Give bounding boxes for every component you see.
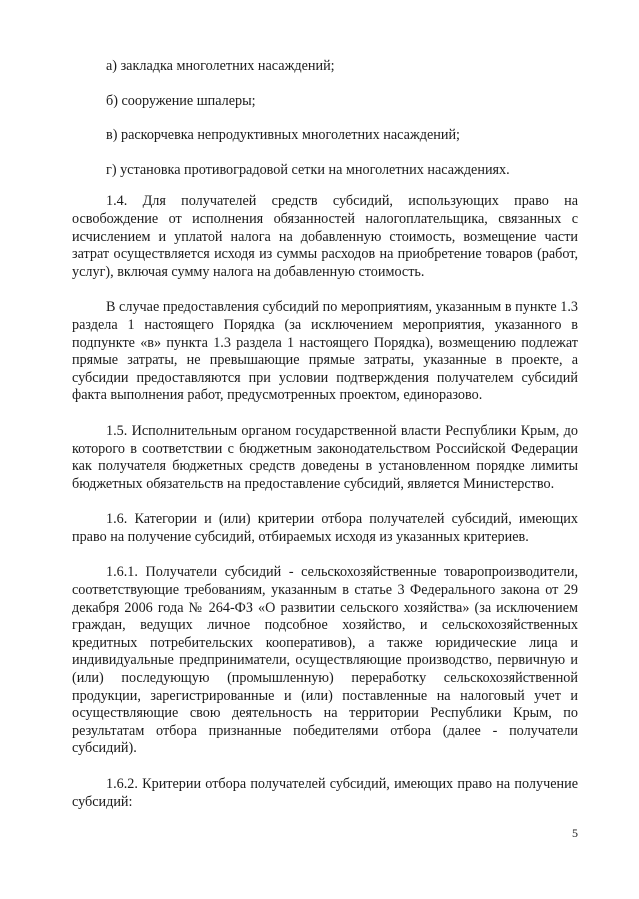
page-content [72,58,578,811]
paragraph-1-6-1: 1.6.1. Получатели субсидий - сельскохозяйственные товаропроизводители, соответствующие требованиям, указанным в статье 3 Федерального закона от 29 декабря 2006 года № 264-ФЗ «О развитии сельского хозяйства» (за исключением граждан, ведущих личное подсобное хозяйство, и сельскохозяйственных кредитных потребительских кооперативов), а также юридические лица и индивидуальные предприниматели, осуществляющие производство, первичную и (или) последующую (промышленную) переработку сельскохозяйственной продукции, зарегистрированные и (или) поставленные на налоговый учет и осуществляющие свою деятельность на территории Республики Крым, по результатам отбора признанные победителями отбора (далее - получатели субсидий). [72,564,578,757]
list-item-g: г) установка противоградовой сетки на многолетних насаждениях. [106,161,510,178]
list-item-a: а) закладка многолетних насаждений; [106,58,335,74]
paragraph-1-6: 1.6. Категории и (или) критерии отбора получателей субсидий, имеющих право на получение субсидий, отбираемых исходя из указанных критериев. [72,511,578,545]
page-number: 5 [572,826,578,840]
paragraph-1-6-2: 1.6.2. Критерии отбора получателей субсидий, имеющих право на получение субсидий: [72,776,578,810]
paragraph-subsidy-cases: В случае предоставления субсидий по мероприятиям, указанным в пункте 1.3 раздела 1 настоящего Порядка (за исключением мероприятия, указанного в подпункте «в» пункта 1.3 раздела 1 настоящего Порядка), возмещению подлежат прямые затраты, не превышающие прямые затраты, указанные в проекте, а субсидии предоставляются при условии подтверждения получателем субсидий факта выполнения работ, предусмотренных проектом, единоразово. [72,299,578,404]
paragraph-1-5: 1.5. Исполнительным органом государственной власти Республики Крым, до которого в соответствии с бюджетным законодательством Российской Федерации как получателя бюджетных средств доведены в установленном порядке лимиты бюджетных обязательств на предоставление субсидий, является Министерство. [72,422,578,492]
list-item-v: в) раскорчевка непродуктивных многолетних насаждений; [106,127,460,144]
list-item-b: б) сооружение шпалеры; [106,92,256,109]
paragraph-1-4: 1.4. Для получателей средств субсидий, использующих право на освобождение от исполнения обязанностей налогоплательщика, связанных с исчислением и уплатой налога на добавленную стоимость, возмещение части затрат осуществляется исходя из суммы расходов на приобретение товаров (работ, услуг), включая сумму налога на добавленную стоимость. [72,193,578,280]
